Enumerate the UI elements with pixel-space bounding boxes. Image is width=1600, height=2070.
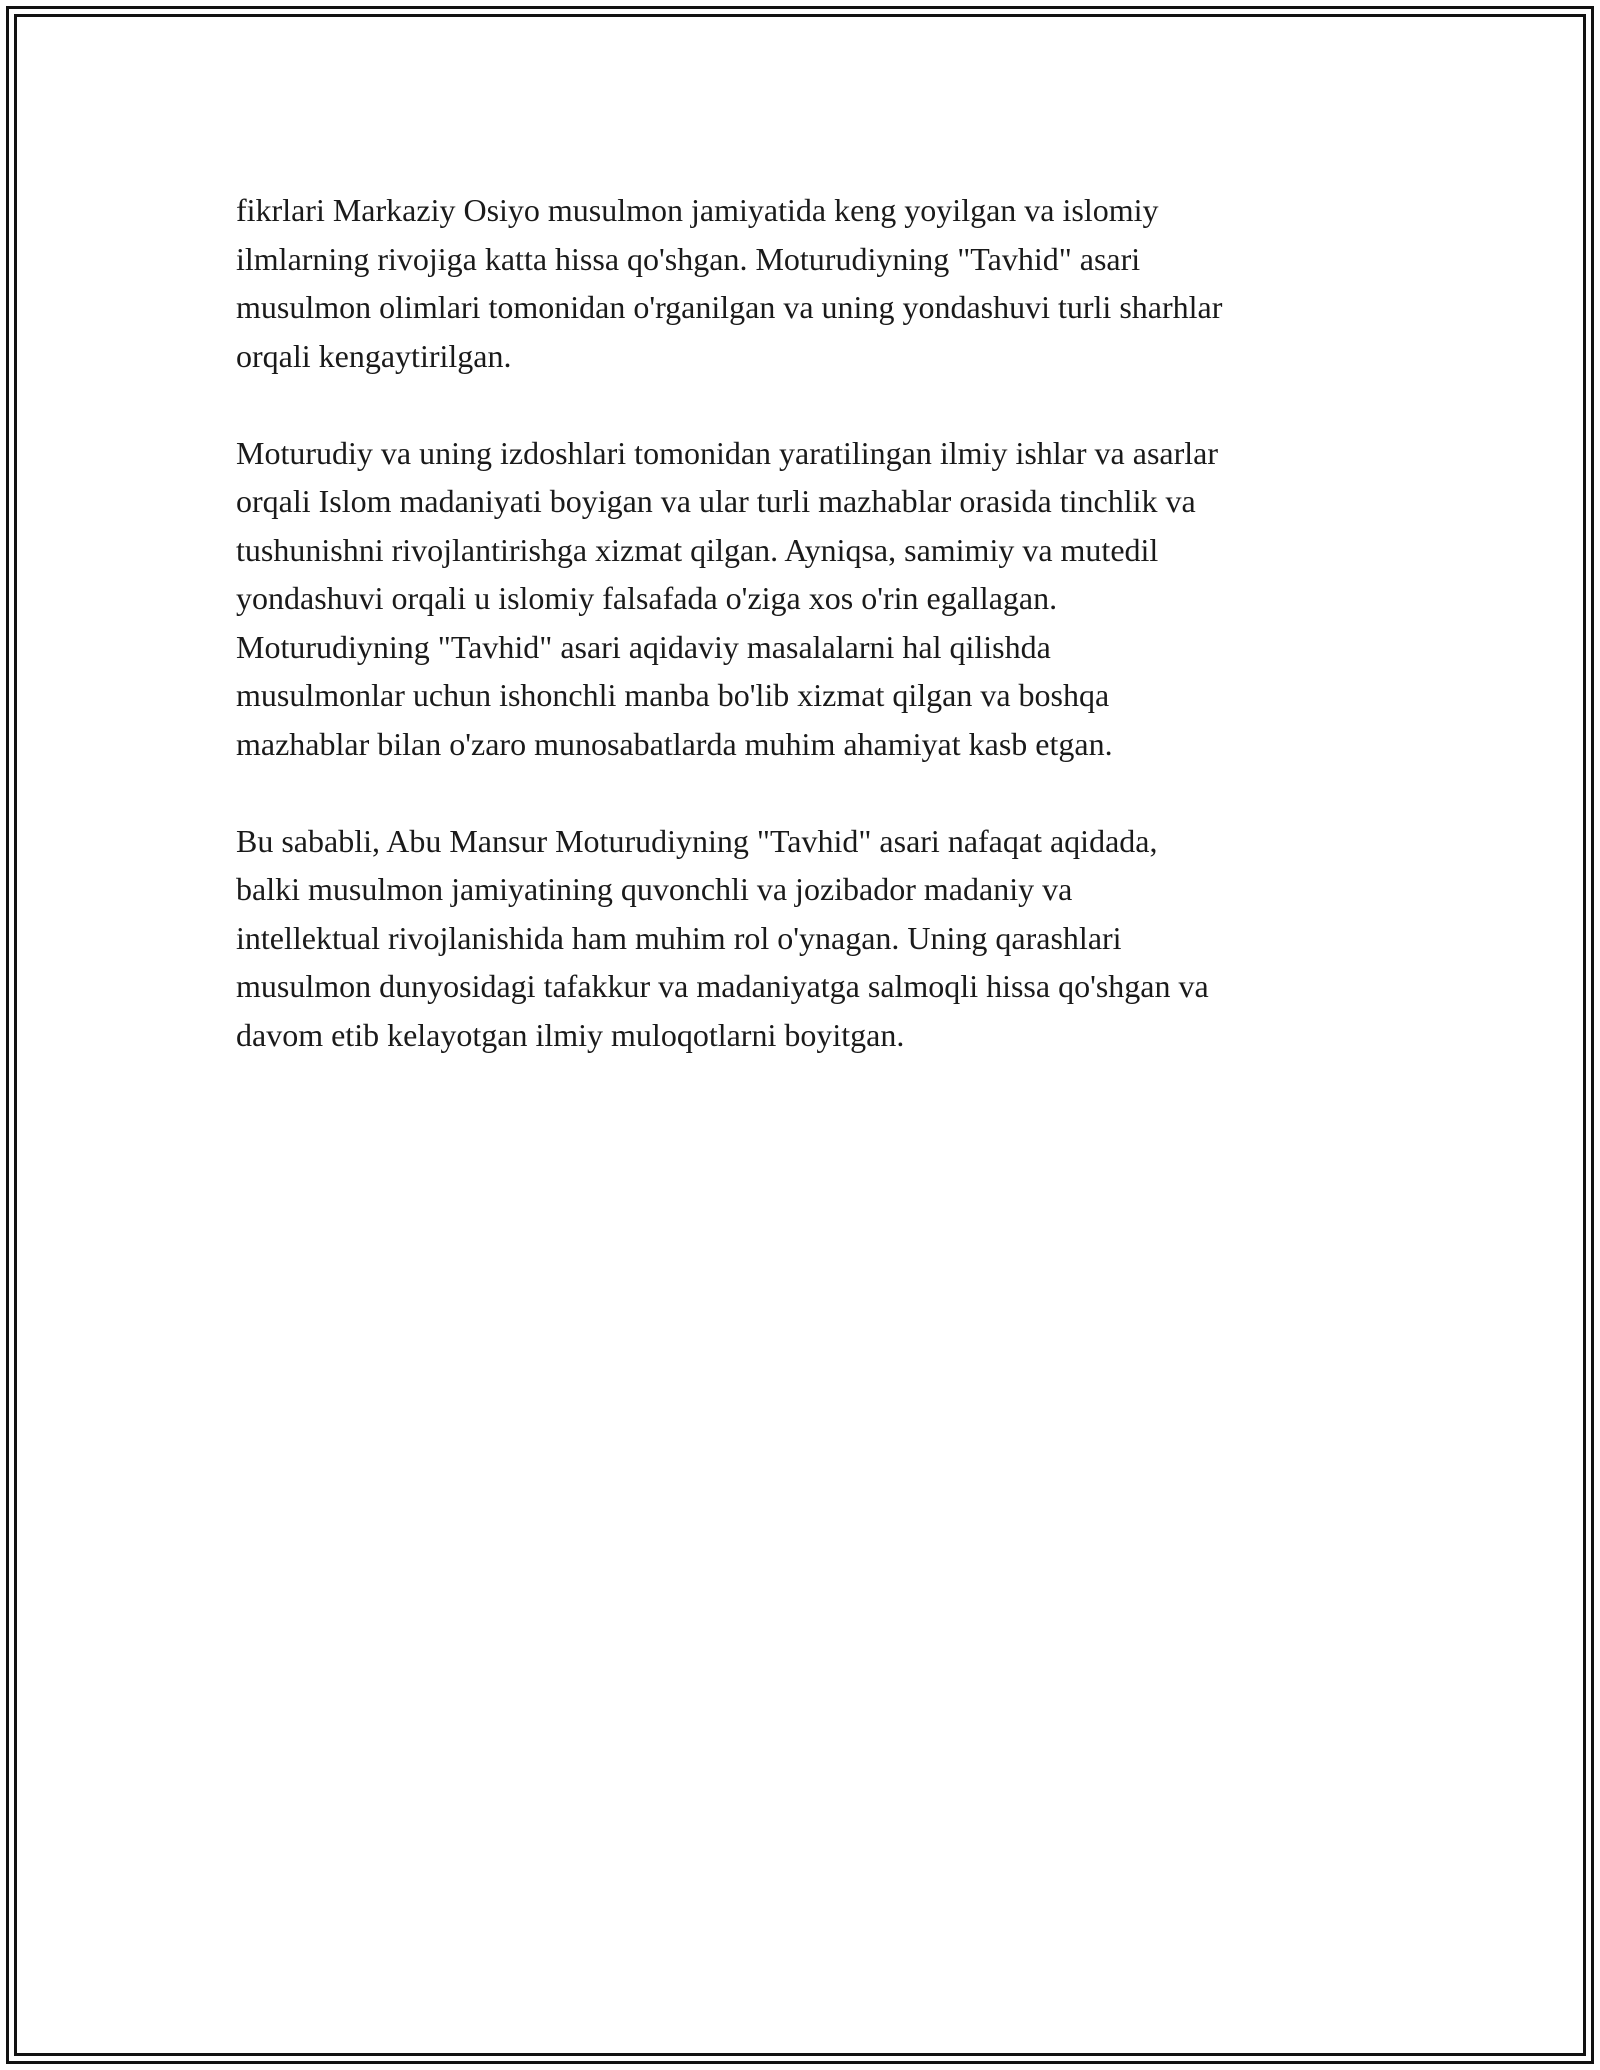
- text-line: ilmlarning rivojiga katta hissa qo'shgan. Moturudiyning "Tavhid" asari: [236, 240, 1141, 277]
- text-line: musulmonlar uchun ishonchli manba bo'lib xizmat qilgan va boshqa: [236, 677, 1110, 713]
- text-line: fikrlari Markaziy Osiyo musulmon jamiyatida keng yoyilgan va islomiy: [236, 192, 1159, 228]
- paragraph-3: [236, 817, 1376, 1060]
- paragraph-2: [236, 429, 1376, 769]
- text-line: davom etib kelayotgan ilmiy muloqotlarni boyitgan.: [236, 1016, 905, 1053]
- text-line: tushunishni rivojlantirishga xizmat qilgan. Ayniqsa, samimiy va mutedil: [236, 531, 1159, 568]
- document-body: [236, 186, 1376, 1108]
- text-line: musulmon olimlari tomonidan o'rganilgan va uning yondashuvi turli sharhlar: [236, 289, 1223, 325]
- text-line: mazhablar bilan o'zaro munosabatlarda muhim ahamiyat kasb etgan.: [236, 725, 1113, 762]
- text-line: intellektual rivojlanishida ham muhim rol o'ynagan. Uning qarashlari: [236, 919, 1122, 956]
- text-line: orqali Islom madaniyati boyigan va ular turli mazhablar orasida tinchlik va: [236, 483, 1196, 519]
- text-line: yondashuvi orqali u islomiy falsafada o'ziga xos o'rin egallagan.: [236, 580, 1058, 616]
- text-line: Moturudiyning "Tavhid" asari aqidaviy masalalarni hal qilishda: [236, 628, 1051, 665]
- text-line: orqali kengaytirilgan.: [236, 337, 512, 374]
- text-line: musulmon dunyosidagi tafakkur va madaniyatga salmoqli hissa qo'shgan va: [236, 968, 1209, 1004]
- text-line: Bu sababli, Abu Mansur Moturudiyning "Tavhid" asari nafaqat aqidada,: [236, 822, 1158, 859]
- paragraph-1: [236, 186, 1376, 380]
- text-line: balki musulmon jamiyatining quvonchli va jozibador madaniy va: [236, 871, 1073, 907]
- text-line: Moturudiy va uning izdoshlari tomonidan yaratilingan ilmiy ishlar va asarlar: [236, 434, 1218, 471]
